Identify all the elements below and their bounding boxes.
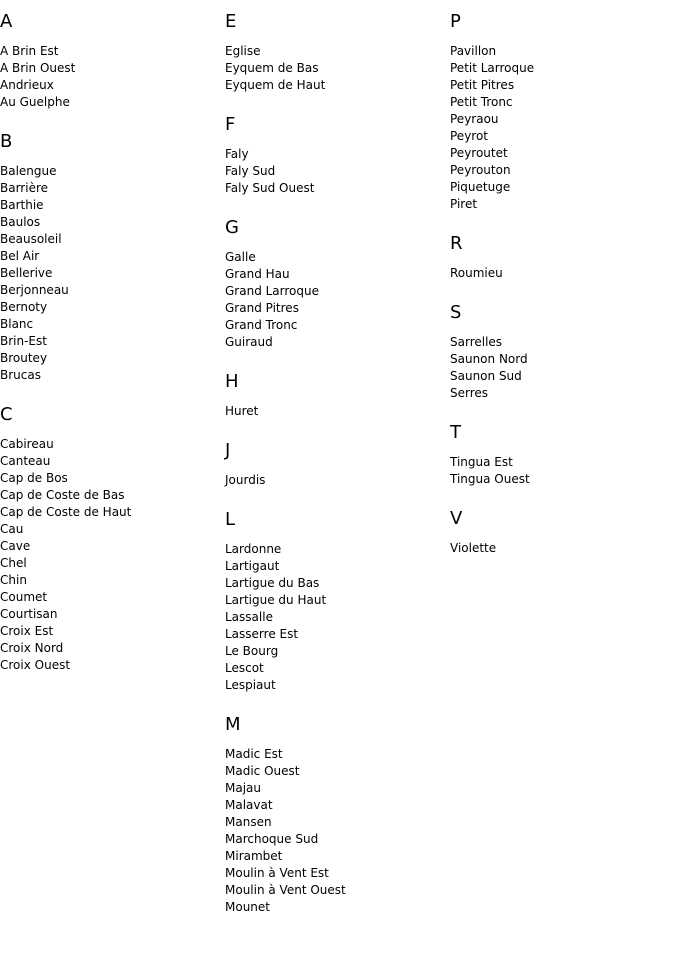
place-name-link[interactable]: Faly bbox=[225, 147, 249, 161]
list-item bbox=[225, 77, 445, 94]
index-column-3 bbox=[450, 11, 670, 577]
list-item bbox=[0, 623, 220, 640]
place-name-link[interactable]: Madic Ouest bbox=[225, 764, 300, 778]
place-name-link[interactable]: Malavat bbox=[225, 798, 273, 812]
place-name-link[interactable]: Piquetuge bbox=[450, 180, 511, 194]
letter-section bbox=[0, 404, 220, 674]
place-name-link[interactable]: Faly Sud bbox=[225, 164, 276, 178]
place-name-list bbox=[450, 265, 670, 282]
place-name-link[interactable]: Cap de Coste de Haut bbox=[0, 505, 132, 519]
place-name-link[interactable]: Violette bbox=[450, 541, 497, 555]
place-name-link[interactable]: Grand Hau bbox=[225, 267, 290, 281]
place-name-link[interactable]: Roumieu bbox=[450, 266, 503, 280]
place-name-link[interactable]: Piret bbox=[450, 197, 478, 211]
place-name-link[interactable]: Majau bbox=[225, 781, 261, 795]
place-name-link[interactable]: Cap de Bos bbox=[0, 471, 68, 485]
list-item bbox=[450, 179, 670, 196]
list-item bbox=[0, 350, 220, 367]
place-name-link[interactable]: Canteau bbox=[0, 454, 51, 468]
list-item bbox=[0, 265, 220, 282]
section-letter-heading: J bbox=[225, 440, 231, 461]
letter-section bbox=[450, 11, 670, 213]
list-item bbox=[225, 403, 445, 420]
list-item bbox=[450, 471, 670, 488]
letter-section bbox=[450, 233, 670, 282]
place-name-link[interactable]: Chin bbox=[0, 573, 27, 587]
place-name-link[interactable]: Mounet bbox=[225, 900, 270, 914]
list-item bbox=[225, 882, 445, 899]
place-name-link[interactable]: Le Bourg bbox=[225, 644, 279, 658]
letter-section bbox=[225, 371, 445, 420]
list-item bbox=[225, 558, 445, 575]
place-name-link[interactable]: Peyrot bbox=[450, 129, 489, 143]
list-item bbox=[0, 282, 220, 299]
list-item bbox=[0, 333, 220, 350]
place-name-link[interactable]: Peyroutet bbox=[450, 146, 508, 160]
list-item bbox=[225, 677, 445, 694]
list-item bbox=[450, 454, 670, 471]
place-name-link[interactable]: Barthie bbox=[0, 198, 44, 212]
list-item bbox=[225, 797, 445, 814]
list-item bbox=[450, 94, 670, 111]
place-name-list bbox=[0, 163, 220, 384]
list-item bbox=[225, 146, 445, 163]
list-item bbox=[450, 43, 670, 60]
list-item bbox=[0, 77, 220, 94]
place-name-link[interactable]: Balengue bbox=[0, 164, 57, 178]
place-name-link[interactable]: A Brin Est bbox=[0, 44, 59, 58]
list-item bbox=[0, 640, 220, 657]
list-item bbox=[450, 60, 670, 77]
place-name-link[interactable]: Bellerive bbox=[0, 266, 53, 280]
list-item bbox=[450, 77, 670, 94]
letter-section bbox=[225, 217, 445, 351]
list-item bbox=[450, 111, 670, 128]
list-item bbox=[225, 60, 445, 77]
place-name-link[interactable]: Lasserre Est bbox=[225, 627, 299, 641]
list-item bbox=[0, 589, 220, 606]
section-letter-heading: C bbox=[0, 404, 14, 425]
place-name-link[interactable]: Galle bbox=[225, 250, 256, 264]
place-name-link[interactable]: Lartigue du Haut bbox=[225, 593, 327, 607]
section-letter-heading: E bbox=[225, 11, 237, 32]
place-name-link[interactable]: Cabireau bbox=[0, 437, 54, 451]
list-item bbox=[225, 43, 445, 60]
list-item bbox=[225, 180, 445, 197]
list-item bbox=[225, 899, 445, 916]
list-item bbox=[0, 521, 220, 538]
list-item bbox=[0, 367, 220, 384]
list-item bbox=[0, 657, 220, 674]
section-letter-heading: P bbox=[450, 11, 462, 32]
list-item bbox=[450, 368, 670, 385]
list-item bbox=[225, 763, 445, 780]
list-item bbox=[225, 283, 445, 300]
place-name-link[interactable]: Lartigue du Bas bbox=[225, 576, 320, 590]
list-item bbox=[0, 470, 220, 487]
place-name-link[interactable]: Chel bbox=[0, 556, 27, 570]
list-item bbox=[225, 660, 445, 677]
place-name-list bbox=[450, 334, 670, 402]
place-name-link[interactable]: Mansen bbox=[225, 815, 272, 829]
place-name-link[interactable]: Broutey bbox=[0, 351, 48, 365]
letter-section bbox=[0, 131, 220, 384]
list-item bbox=[225, 472, 445, 489]
list-item bbox=[450, 128, 670, 145]
list-item bbox=[225, 266, 445, 283]
place-name-link[interactable]: Petit Tronc bbox=[450, 95, 513, 109]
list-item bbox=[225, 848, 445, 865]
place-name-link[interactable]: Pavillon bbox=[450, 44, 497, 58]
place-name-link[interactable]: Courtisan bbox=[0, 607, 58, 621]
place-name-link[interactable]: Petit Pitres bbox=[450, 78, 515, 92]
place-name-link[interactable]: Croix Ouest bbox=[0, 658, 71, 672]
list-item bbox=[0, 453, 220, 470]
place-name-link[interactable]: Cap de Coste de Bas bbox=[0, 488, 125, 502]
place-name-link[interactable]: Moulin à Vent Ouest bbox=[225, 883, 346, 897]
list-item bbox=[225, 300, 445, 317]
place-name-link[interactable]: Au Guelphe bbox=[0, 95, 70, 109]
section-letter-heading: S bbox=[450, 302, 462, 323]
list-item bbox=[225, 780, 445, 797]
place-name-link[interactable]: Lespiaut bbox=[225, 678, 276, 692]
place-name-list bbox=[0, 43, 220, 111]
section-letter-heading: A bbox=[0, 11, 13, 32]
letter-section bbox=[0, 11, 220, 111]
list-item bbox=[450, 334, 670, 351]
list-item bbox=[0, 504, 220, 521]
place-name-link[interactable]: A Brin Ouest bbox=[0, 61, 76, 75]
list-item bbox=[0, 555, 220, 572]
letter-section bbox=[225, 440, 445, 489]
list-item bbox=[225, 163, 445, 180]
place-name-link[interactable]: Sarrelles bbox=[450, 335, 503, 349]
place-name-list bbox=[225, 403, 445, 420]
section-letter-heading: L bbox=[225, 509, 236, 530]
list-item bbox=[450, 162, 670, 179]
place-name-list bbox=[225, 249, 445, 351]
list-item bbox=[450, 385, 670, 402]
list-item bbox=[225, 865, 445, 882]
place-name-link[interactable]: Guiraud bbox=[225, 335, 273, 349]
list-item bbox=[0, 248, 220, 265]
place-name-link[interactable]: Eyquem de Bas bbox=[225, 61, 319, 75]
list-item bbox=[0, 214, 220, 231]
place-name-link[interactable]: Serres bbox=[450, 386, 489, 400]
place-name-link[interactable]: Jourdis bbox=[225, 473, 266, 487]
place-name-link[interactable]: Grand Pitres bbox=[225, 301, 299, 315]
place-name-link[interactable]: Tingua Ouest bbox=[450, 472, 530, 486]
place-name-link[interactable]: Andrieux bbox=[0, 78, 54, 92]
place-name-link[interactable]: Petit Larroque bbox=[450, 61, 535, 75]
list-item bbox=[0, 572, 220, 589]
list-item bbox=[450, 265, 670, 282]
place-name-link[interactable]: Beausoleil bbox=[0, 232, 62, 246]
place-name-link[interactable]: Bernoty bbox=[0, 300, 48, 314]
place-name-list bbox=[225, 146, 445, 197]
list-item bbox=[225, 643, 445, 660]
list-item bbox=[225, 334, 445, 351]
letter-section bbox=[450, 302, 670, 402]
place-name-link[interactable]: Bel Air bbox=[0, 249, 40, 263]
list-item bbox=[0, 43, 220, 60]
place-name-link[interactable]: Tingua Est bbox=[450, 455, 513, 469]
place-name-link[interactable]: Mirambet bbox=[225, 849, 283, 863]
list-item bbox=[225, 814, 445, 831]
place-name-link[interactable]: Cau bbox=[0, 522, 24, 536]
place-name-list bbox=[225, 43, 445, 94]
place-name-link[interactable]: Brucas bbox=[0, 368, 41, 382]
place-name-link[interactable]: Coumet bbox=[0, 590, 48, 604]
place-name-link[interactable]: Lassalle bbox=[225, 610, 273, 624]
list-item bbox=[450, 540, 670, 557]
letter-section bbox=[450, 508, 670, 557]
list-item bbox=[225, 317, 445, 334]
list-item bbox=[0, 299, 220, 316]
letter-section bbox=[225, 11, 445, 94]
place-name-list bbox=[225, 746, 445, 916]
list-item bbox=[0, 538, 220, 555]
list-item bbox=[225, 592, 445, 609]
list-item bbox=[225, 746, 445, 763]
list-item bbox=[450, 196, 670, 213]
place-name-link[interactable]: Brin-Est bbox=[0, 334, 47, 348]
place-name-link[interactable]: Lardonne bbox=[225, 542, 282, 556]
place-name-link[interactable]: Saunon Sud bbox=[450, 369, 522, 383]
list-item bbox=[225, 249, 445, 266]
place-name-list bbox=[225, 541, 445, 694]
index-column-2 bbox=[225, 11, 445, 936]
section-letter-heading: T bbox=[450, 422, 462, 443]
place-name-link[interactable]: Faly Sud Ouest bbox=[225, 181, 315, 195]
list-item bbox=[0, 231, 220, 248]
place-name-list bbox=[225, 472, 445, 489]
section-letter-heading: G bbox=[225, 217, 240, 238]
index-column-1 bbox=[0, 11, 220, 694]
list-item bbox=[0, 316, 220, 333]
list-item bbox=[0, 606, 220, 623]
section-letter-heading: F bbox=[225, 114, 236, 135]
list-item bbox=[225, 609, 445, 626]
place-name-link[interactable]: Peyraou bbox=[450, 112, 499, 126]
section-letter-heading: M bbox=[225, 714, 242, 735]
section-letter-heading: B bbox=[0, 131, 13, 152]
section-letter-heading: R bbox=[450, 233, 464, 254]
place-name-link[interactable]: Lartigaut bbox=[225, 559, 280, 573]
place-name-link[interactable]: Moulin à Vent Est bbox=[225, 866, 329, 880]
place-name-list bbox=[450, 454, 670, 488]
list-item bbox=[0, 487, 220, 504]
list-item bbox=[450, 145, 670, 162]
section-letter-heading: H bbox=[225, 371, 240, 392]
place-name-link[interactable]: Marchoque Sud bbox=[225, 832, 319, 846]
letter-section bbox=[225, 714, 445, 916]
place-name-link[interactable]: Barrière bbox=[0, 181, 49, 195]
place-name-link[interactable]: Lescot bbox=[225, 661, 264, 675]
place-name-link[interactable]: Grand Tronc bbox=[225, 318, 298, 332]
place-name-link[interactable]: Berjonneau bbox=[0, 283, 69, 297]
list-item bbox=[0, 197, 220, 214]
list-item bbox=[225, 626, 445, 643]
place-name-link[interactable]: Croix Est bbox=[0, 624, 54, 638]
list-item bbox=[225, 831, 445, 848]
place-name-link[interactable]: Croix Nord bbox=[0, 641, 64, 655]
place-name-list bbox=[0, 436, 220, 674]
list-item bbox=[450, 351, 670, 368]
place-name-link[interactable]: Huret bbox=[225, 404, 259, 418]
letter-section bbox=[225, 509, 445, 694]
list-item bbox=[0, 94, 220, 111]
place-name-link[interactable]: Grand Larroque bbox=[225, 284, 320, 298]
place-name-link[interactable]: Eyquem de Haut bbox=[225, 78, 326, 92]
list-item bbox=[0, 163, 220, 180]
letter-section bbox=[225, 114, 445, 197]
list-item bbox=[225, 541, 445, 558]
list-item bbox=[0, 436, 220, 453]
place-name-link[interactable]: Baulos bbox=[0, 215, 41, 229]
place-name-link[interactable]: Eglise bbox=[225, 44, 261, 58]
place-name-link[interactable]: Blanc bbox=[0, 317, 34, 331]
place-name-link[interactable]: Saunon Nord bbox=[450, 352, 528, 366]
list-item bbox=[225, 575, 445, 592]
place-name-link[interactable]: Madic Est bbox=[225, 747, 283, 761]
place-name-list bbox=[450, 43, 670, 213]
place-name-list bbox=[450, 540, 670, 557]
list-item bbox=[0, 180, 220, 197]
list-item bbox=[0, 60, 220, 77]
place-name-link[interactable]: Cave bbox=[0, 539, 31, 553]
place-name-link[interactable]: Peyrouton bbox=[450, 163, 511, 177]
section-letter-heading: V bbox=[450, 508, 463, 529]
letter-section bbox=[450, 422, 670, 488]
